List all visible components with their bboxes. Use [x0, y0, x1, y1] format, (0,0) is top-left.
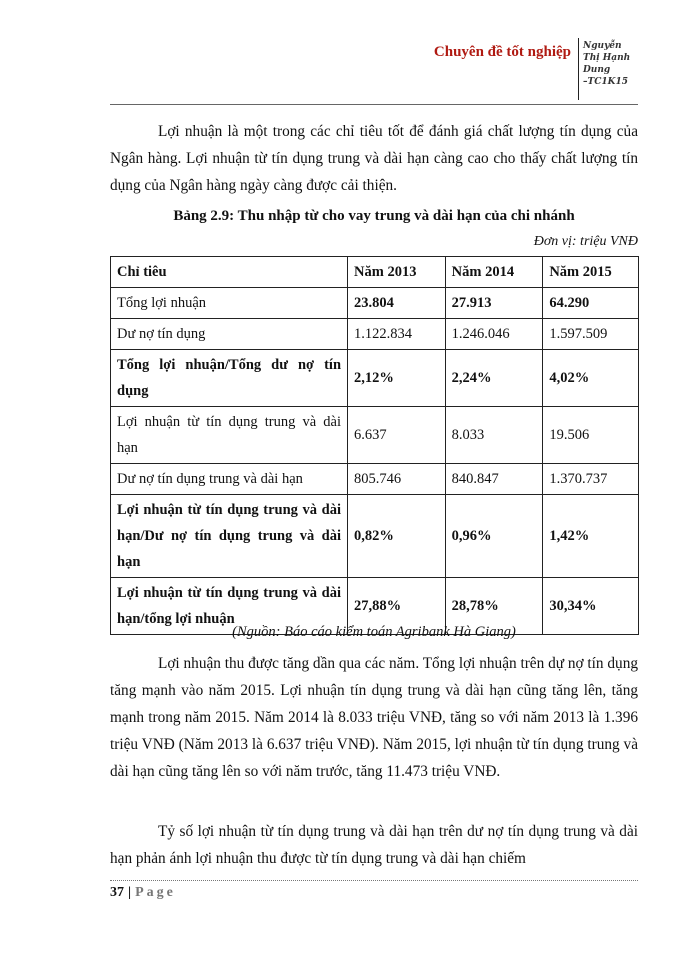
row-label: Lợi nhuận từ tín dụng trung và dài hạn — [111, 407, 348, 464]
paragraph-ratio — [110, 818, 638, 872]
table-row — [111, 319, 639, 350]
paragraph-analysis — [110, 650, 638, 785]
header-cell: Năm 2013 — [348, 257, 446, 288]
page-label: Page — [135, 885, 176, 900]
table-source: (Nguồn: Báo cáo kiểm toán Agribank Hà Giang) — [232, 624, 516, 640]
row-label: Dư nợ tín dụng trung và dài hạn — [111, 464, 348, 495]
author-line: Dung — [583, 65, 611, 75]
paragraph-intro-text: Lợi nhuận là một trong các chỉ tiêu tốt để đánh giá chất lượng tín dụng của Ngân hàng. Lợi nhuận từ tín dụng trung và dài hạn càng cao cho thấy chất lượng tín dụng của Ngân hàng ngày càng được cải thiện. — [110, 123, 638, 194]
table-unit: Đơn vị: triệu VNĐ — [533, 234, 638, 249]
table-row — [111, 407, 639, 464]
row-label: Tổng lợi nhuận/Tổng dư nợ tín dụng — [111, 350, 348, 407]
table-cell: 19.506 — [543, 407, 639, 464]
table-cell: 0,82% — [348, 495, 446, 578]
table-cell: 2,24% — [445, 350, 543, 407]
table-row — [111, 288, 639, 319]
header-title: Chuyên đề tốt nghiệp — [433, 44, 571, 60]
footer-separator: | — [128, 885, 132, 900]
income-table — [110, 256, 639, 635]
header-cell: Năm 2015 — [543, 257, 639, 288]
table-row — [111, 350, 639, 407]
header-cell: Năm 2014 — [445, 257, 543, 288]
table-cell: 64.290 — [543, 288, 639, 319]
table-cell: 23.804 — [348, 288, 446, 319]
table-cell: 1,42% — [543, 495, 639, 578]
table-caption: Bảng 2.9: Thu nhập từ cho vay trung và dài hạn của chi nhánh — [173, 208, 575, 224]
table-cell: 805.746 — [348, 464, 446, 495]
table-cell: 1.597.509 — [543, 319, 639, 350]
page-number: 37 — [110, 885, 124, 900]
footer-rule — [110, 880, 638, 881]
row-label: Lợi nhuận từ tín dụng trung và dài hạn/tổng lợi nhuận — [111, 578, 348, 635]
header-cell: Chỉ tiêu — [111, 257, 348, 288]
page-footer — [110, 885, 176, 901]
table-cell: 1.370.737 — [543, 464, 639, 495]
table-cell: 1.246.046 — [445, 319, 543, 350]
table-cell: 27,88% — [348, 578, 446, 635]
table-cell: 8.033 — [445, 407, 543, 464]
row-label: Tổng lợi nhuận — [111, 288, 348, 319]
header-divider — [578, 38, 579, 100]
header-rule — [110, 104, 638, 105]
table-cell: 4,02% — [543, 350, 639, 407]
paragraph-ratio-text: Tỷ số lợi nhuận từ tín dụng trung và dài hạn trên dư nợ tín dụng trung và dài hạn phản ánh lợi nhuận thu được từ tín dụng trung và dài hạn chiếm — [110, 823, 638, 867]
table-cell: 6.637 — [348, 407, 446, 464]
table-cell: 28,78% — [445, 578, 543, 635]
table-row — [111, 464, 639, 495]
row-label: Dư nợ tín dụng — [111, 319, 348, 350]
table-cell: 2,12% — [348, 350, 446, 407]
author-line: Thị Hạnh — [583, 53, 631, 63]
author-line: –TC1K15 — [583, 77, 628, 87]
header-author — [583, 40, 663, 88]
table-cell: 0,96% — [445, 495, 543, 578]
table-cell: 840.847 — [445, 464, 543, 495]
table-cell: 30,34% — [543, 578, 639, 635]
author-line: Nguyễn — [583, 41, 622, 51]
table-cell: 27.913 — [445, 288, 543, 319]
paragraph-intro — [110, 118, 638, 199]
table-header-row — [111, 257, 639, 288]
table-cell: 1.122.834 — [348, 319, 446, 350]
paragraph-analysis-text: Lợi nhuận thu được tăng dần qua các năm. Tổng lợi nhuận trên dự nợ tín dụng tăng mạnh vào năm 2015. Lợi nhuận tín dụng trung và dài hạn cũng tăng lên, tăng mạnh trong năm 2015. Năm 2014 là 8.033 triệu VNĐ, tăng so với năm 2013 là 1.396 triệu VNĐ (Năm 2013 là 6.637 triệu VNĐ). Năm 2015, lợi nhuận từ tín dụng trung và dài hạn cũng tăng lên so với năm trước, tăng 11.473 triệu VNĐ. — [110, 655, 638, 780]
table-row — [111, 495, 639, 578]
row-label: Lợi nhuận từ tín dụng trung và dài hạn/Dư nợ tín dụng trung và dài hạn — [111, 495, 348, 578]
